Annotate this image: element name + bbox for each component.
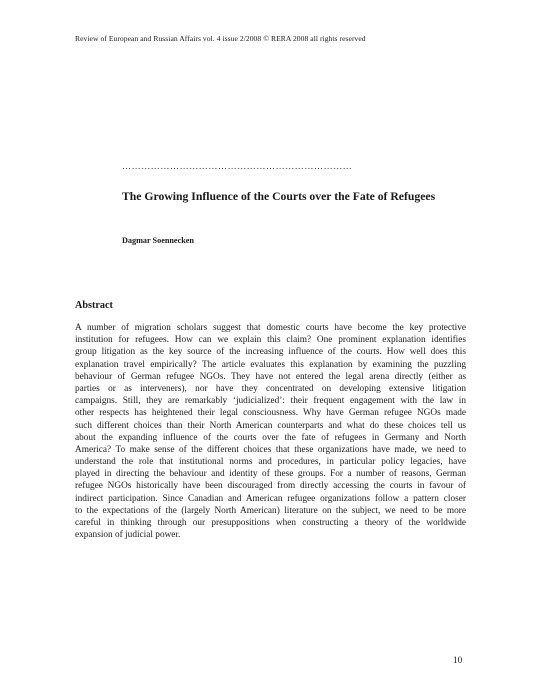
abstract-line: understand the role that institutional norms and procedures, in particular policy legacies, have — [75, 457, 466, 468]
dotted-separator: ……………………………………………………………… — [122, 161, 353, 171]
abstract-line: expansion of judicial power. — [75, 530, 181, 541]
abstract-line: group litigation as the key source of the increasing influence of the courts. How well does this — [75, 347, 466, 358]
abstract-line: played in directing the behaviour and identity of these groups. For a number of reasons, German — [75, 469, 466, 480]
abstract-body — [75, 322, 466, 541]
abstract-line: to the expectations of the (largely North American) literature on the subject, we need to be more — [75, 505, 466, 516]
article-title: The Growing Influence of the Courts over the Fate of Refugees — [122, 190, 436, 203]
abstract-line: institution for refugees. How can we explain this claim? One prominent explanation identifies — [75, 335, 466, 346]
abstract-line: such different choices than their North American counterparts and what do these choices tell us — [75, 420, 466, 431]
abstract-line: indirect participation. Since Canadian and American refugee organizations follow a pattern closer — [75, 493, 466, 504]
abstract-line: A number of migration scholars suggest that domestic courts have become the key protective — [75, 323, 466, 333]
abstract-line: about the expanding influence of the courts over the fate of refugees in Germany and North — [75, 432, 466, 443]
author-name: Dagmar Soennecken — [122, 236, 194, 245]
abstract-line: America? To make sense of the different choices that these organizations have made, we need to — [75, 444, 466, 455]
abstract-line: parties or as interveners), nor have they concentrated on developing extensive litigation — [75, 383, 466, 394]
abstract-line: other respects has heightened their legal consciousness. Why have German refugee NGOs made — [75, 408, 466, 419]
abstract-line: campaigns. Still, they are remarkably ‘judicialized’: their frequent engagement with the law in — [75, 396, 466, 407]
page-number: 10 — [453, 655, 463, 665]
abstract-line: explanation travel empirically? The article evaluates this explanation by examining the puzzling — [75, 359, 466, 370]
abstract-line: behaviour of German refugee NGOs. They have not entered the legal arena directly (either as — [75, 371, 466, 382]
abstract-heading: Abstract — [75, 300, 113, 311]
abstract-line: careful in thinking through our presuppositions when constructing a theory of the worldwide — [75, 518, 466, 528]
running-header: Review of European and Russian Affairs vol. 4 issue 2/2008 © RERA 2008 all rights reserved — [75, 34, 366, 43]
abstract-line: refugee NGOs historically have been discouraged from directly accessing the courts in favour of — [75, 481, 466, 492]
